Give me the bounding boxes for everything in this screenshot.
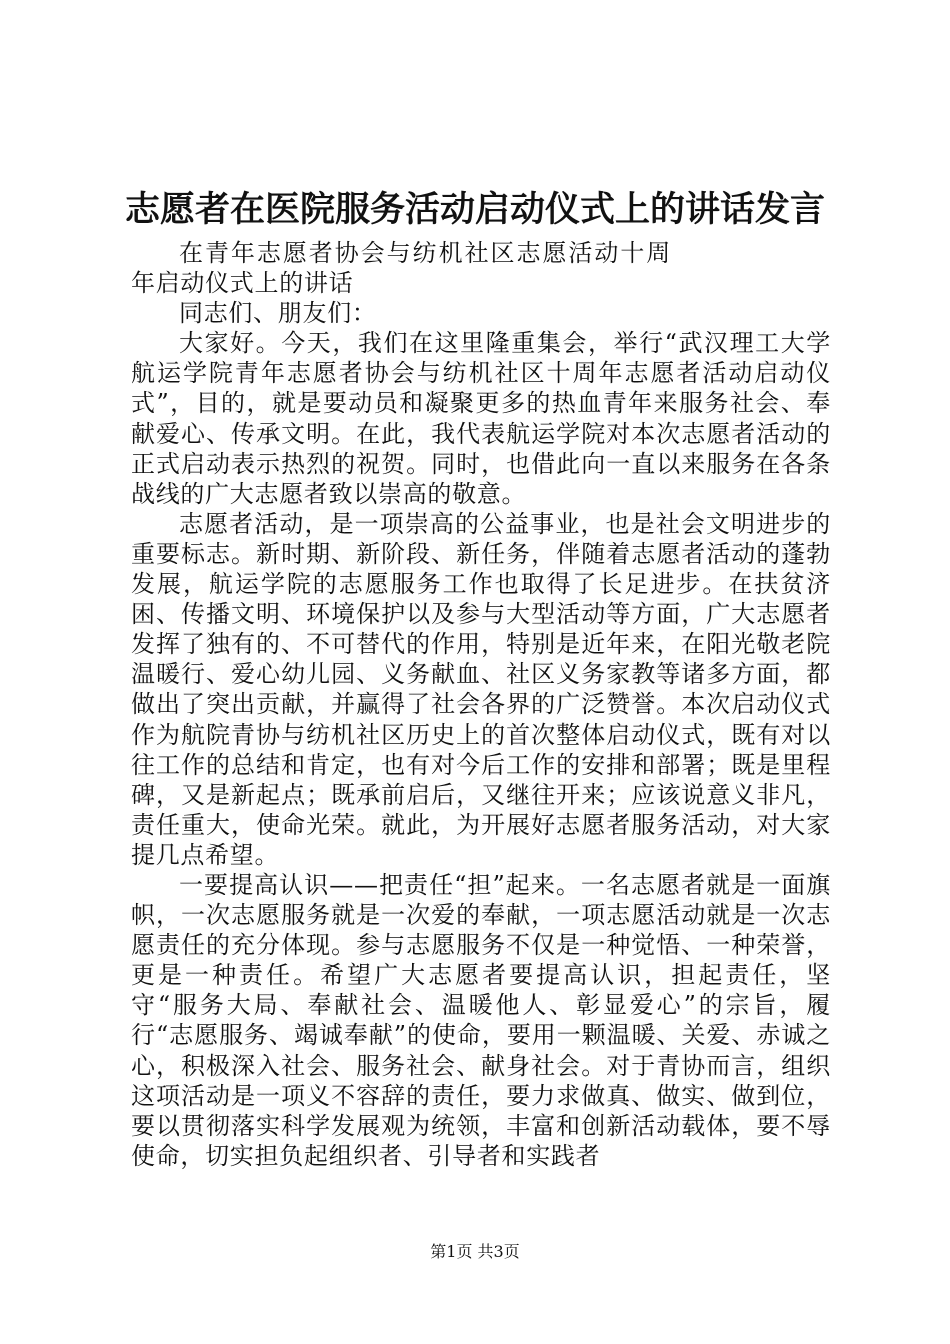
document-body (131, 238, 831, 1171)
salutation: 同志们、朋友们： (179, 299, 377, 328)
page-title: 志愿者在医院服务活动启动仪式上的讲话发言 (124, 189, 825, 230)
page-footer: 第1页 共3页 (430, 1242, 520, 1261)
document-subtitle: 在青年志愿者协会与纺机社区志愿活动十周年启动仪式上的讲话 (131, 239, 671, 298)
paragraph-3: 一要提高认识——把责任“担”起来。一名志愿者就是一面旗帜，一次志愿服务就是一次爱的奉献，一项志愿活动就是一次志愿责任的充分体现。参与志愿服务不仅是一种觉悟、一种荣誉，更是一种责任。希望广大志愿者要提高认识，担起责任，坚守“服务大局、奉献社会、温暖他人、彰显爱心”的宗旨，履行“志愿服务、竭诚奉献”的使命，要用一颗温暖、关爱、赤诚之心，积极深入社会、服务社会、献身社会。对于青协而言，组织这项活动是一项义不容辞的责任，要力求做真、做实、做到位，要以贯彻落实科学发展观为统领，丰富和创新活动载体，要不辱使命，切实担负起组织者、引导者和实践者 (131, 870, 831, 1170)
paragraph-1: 大家好。今天，我们在这里隆重集会，举行“武汉理工大学航运学院青年志愿者协会与纺机社区十周年志愿者活动启动仪式”，目的，就是要动员和凝聚更多的热血青年来服务社会、奉献爱心、传承文明。在此，我代表航运学院对本次志愿者活动的正式启动表示热烈的祝贺。同时，也借此向一直以来服务在各条战线的广大志愿者致以崇高的敬意。 (131, 329, 831, 508)
paragraph-2: 志愿者活动，是一项崇高的公益事业，也是社会文明进步的重要标志。新时期、新阶段、新任务，伴随着志愿者活动的蓬勃发展，航运学院的志愿服务工作也取得了长足进步。在扶贫济困、传播文明、环境保护以及参与大型活动等方面，广大志愿者发挥了独有的、不可替代的作用，特别是近年来，在阳光敬老院温暖行、爱心幼儿园、义务献血、社区义务家教等诸多方面，都做出了突出贡献，并赢得了社会各界的广泛赞誉。本次启动仪式作为航院青协与纺机社区历史上的首次整体启动仪式，既有对以往工作的总结和肯定，也有对今后工作的安排和部署；既是里程碑，又是新起点；既承前启后，又继往开来；应该说意义非凡，责任重大，使命光荣。就此，为开展好志愿者服务活动，对大家提几点希望。 (131, 509, 831, 869)
